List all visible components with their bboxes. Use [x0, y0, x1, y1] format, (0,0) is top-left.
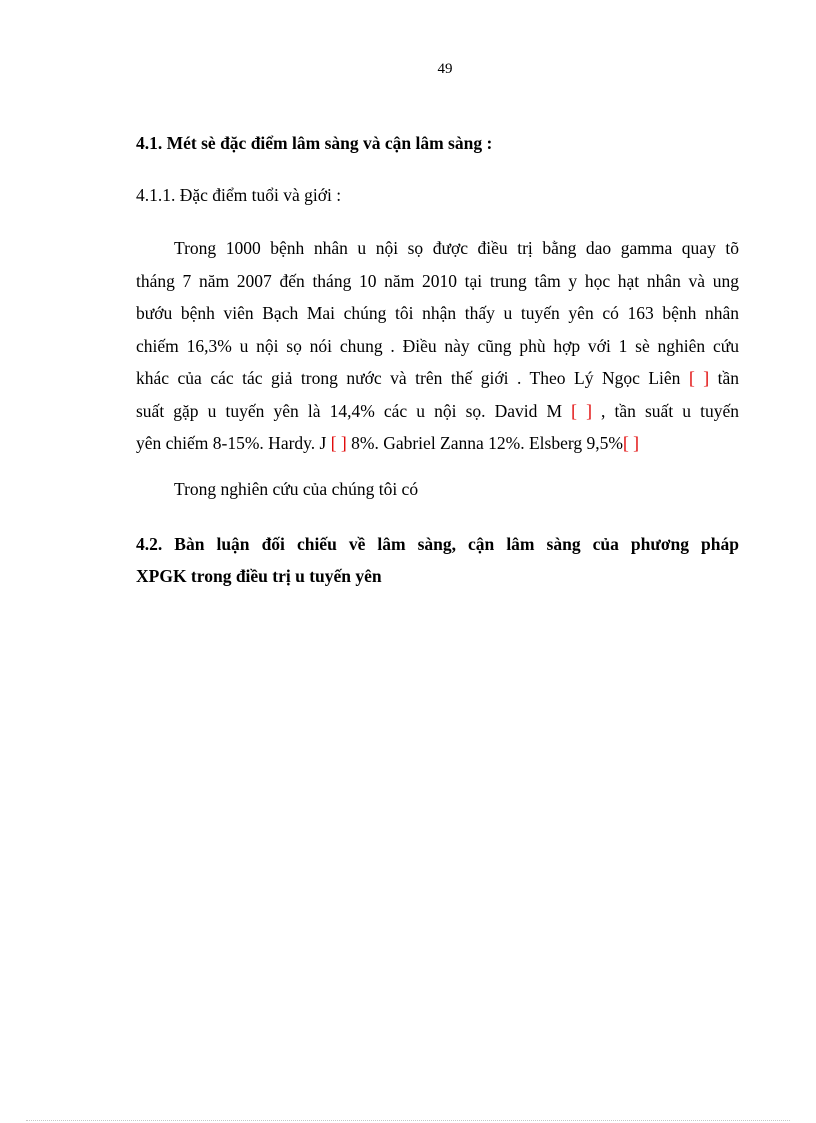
paragraph-line: Trong 1000 bệnh nhân u nội sọ được điều trị bằng dao gamma quay tõ — [174, 238, 739, 258]
reference-marker: [ ] — [622, 433, 639, 453]
reference-marker: [ ] — [571, 400, 592, 421]
heading-line: XPGK trong điều trị u tuyến yên — [136, 566, 382, 586]
paragraph-text: tần — [709, 368, 740, 388]
section-heading-4-2 — [136, 528, 739, 592]
reference-marker: [ ] — [330, 433, 347, 453]
subsection-heading-4-1-1: 4.1.1. Đặc điểm tuổi và giới : — [136, 185, 342, 205]
paragraph-text: yên chiếm 8-15%. Hardy. J — [136, 433, 331, 453]
paragraph-line: chiếm 16,3% u nội sọ nói chung . Điều này cũng phù hợp với 1 sè nghiên cứu — [136, 335, 739, 356]
heading-line: 4.2. Bàn luận đối chiếu về lâm sàng, cận lâm sàng của phương pháp — [136, 534, 739, 554]
body-paragraph-2: Trong nghiên cứu của chúng tôi có — [174, 479, 419, 499]
paragraph-line: tháng 7 năm 2007 đến tháng 10 năm 2010 tại trung tâm y học hạt nhân và ung — [136, 270, 739, 291]
reference-marker: [ ] — [688, 368, 710, 388]
paragraph-line: bướu bệnh viên Bạch Mai chúng tôi nhận thấy u tuyến yên có 163 bệnh nhân — [136, 303, 739, 323]
paragraph-text: , tần suất u tuyến — [591, 400, 740, 421]
section-heading-4-1: 4.1. Mét sè đặc điểm lâm sàng và cận lâm sàng : — [136, 133, 493, 153]
footer-rule — [26, 1120, 790, 1121]
paragraph-text: khác của các tác giả trong nước và trên thế giới . Theo Lý Ngọc Liên — [136, 368, 689, 388]
paragraph-text: suất gặp u tuyến yên là 14,4% các u nội sọ. David M — [136, 400, 572, 421]
paragraph-line — [136, 362, 739, 395]
page-number: 49 — [437, 61, 453, 77]
paragraph-line — [136, 427, 739, 460]
paragraph-line — [136, 395, 739, 428]
body-paragraph — [136, 232, 739, 460]
paragraph-text: 8%. Gabriel Zanna 12%. Elsberg 9,5% — [346, 433, 623, 453]
